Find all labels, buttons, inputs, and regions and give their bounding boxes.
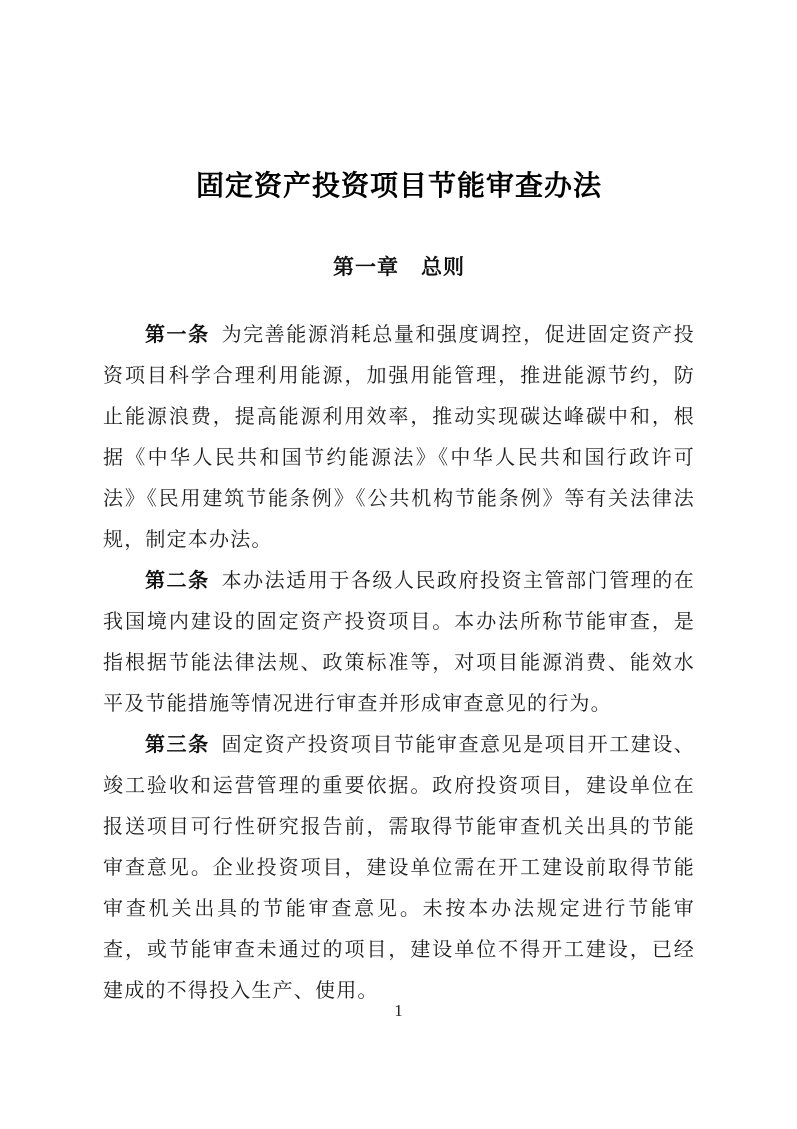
article-paragraph-1 bbox=[103, 315, 695, 561]
article-2-label: 第二条 bbox=[145, 570, 210, 592]
article-paragraph-2 bbox=[103, 561, 695, 725]
page-number: 1 bbox=[394, 1001, 403, 1020]
document-title: 固定资产投资项目节能审查办法 bbox=[195, 171, 602, 202]
article-3-label: 第三条 bbox=[145, 734, 210, 756]
article-2-text: 本办法适用于各级人民政府投资主管部门管理的在我国境内建设的固定资产投资项目。本办法所称节能审查，是指根据节能法律法规、政策标准等，对项目能源消费、能效水平及节能措施等情况进行审查并形成审查意见的行为。 bbox=[103, 570, 695, 715]
article-3-text: 固定资产投资项目节能审查意见是项目开工建设、竣工验收和运营管理的重要依据。政府投资项目，建设单位在报送项目可行性研究报告前，需取得节能审查机关出具的节能审查意见。企业投资项目，建设单位需在开工建设前取得节能审查机关出具的节能审查意见。未按本办法规定进行节能审查，或节能审查未通过的项目，建设单位不得开工建设，已经建成的不得投入生产、使用。 bbox=[103, 734, 695, 1002]
document-body bbox=[103, 315, 695, 1012]
article-paragraph-3 bbox=[103, 725, 695, 1012]
chapter-heading: 第一章 总则 bbox=[333, 256, 465, 279]
article-1-text: 为完善能源消耗总量和强度调控，促进固定资产投资项目科学合理利用能源，加强用能管理，推进能源节约，防止能源浪费，提高能源利用效率，推动实现碳达峰碳中和，根据《中华人民共和国节约能源法》《中华人民共和国行政许可法》《民用建筑节能条例》《公共机构节能条例》等有关法律法规，制定本办法。 bbox=[103, 324, 695, 551]
article-1-label: 第一条 bbox=[145, 324, 210, 346]
